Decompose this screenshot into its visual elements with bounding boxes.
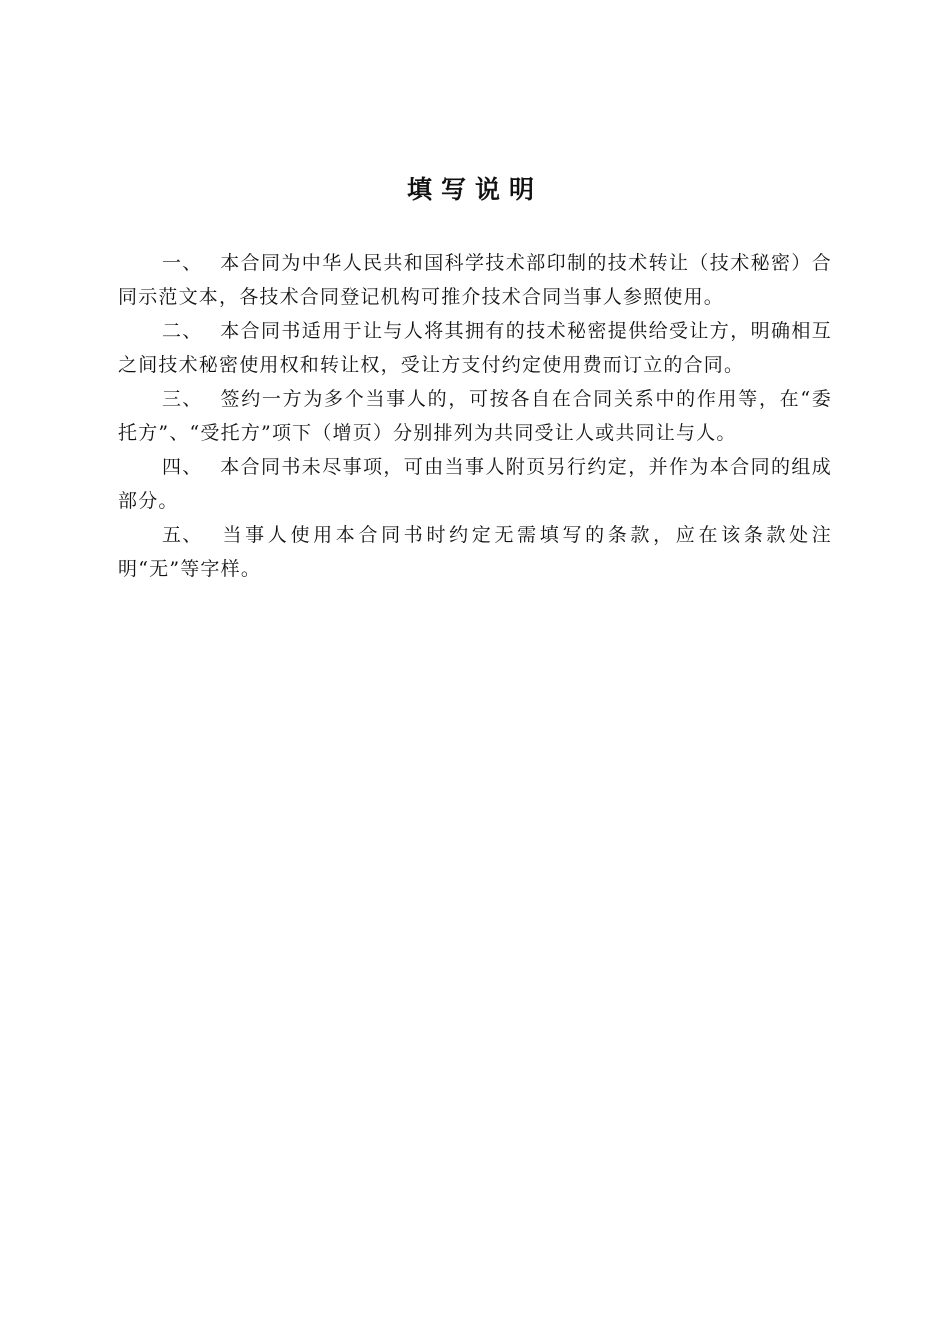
item-text: 本合同书未尽事项，可由当事人附页另行约定，并作为本合同的组成部分。 bbox=[118, 456, 832, 512]
item-number: 四、 bbox=[162, 456, 203, 478]
item-text: 签约一方为多个当事人的，可按各自在合同关系中的作用等，在“委托方”、“受托方”项下（增页）分别排列为共同受让人或共同让与人。 bbox=[118, 388, 832, 444]
instruction-item-5 bbox=[118, 518, 832, 586]
item-number: 一、 bbox=[162, 252, 203, 274]
instruction-item-1 bbox=[118, 246, 832, 314]
item-number: 三、 bbox=[162, 388, 203, 410]
instruction-item-2 bbox=[118, 314, 832, 382]
instructions-body bbox=[118, 246, 832, 586]
item-text: 本合同书适用于让与人将其拥有的技术秘密提供给受让方，明确相互之间技术秘密使用权和转让权，受让方支付约定使用费而订立的合同。 bbox=[118, 320, 832, 376]
item-text: 当事人使用本合同书时约定无需填写的条款，应在该条款处注明“无”等字样。 bbox=[118, 524, 832, 580]
item-text: 本合同为中华人民共和国科学技术部印制的技术转让（技术秘密）合同示范文本，各技术合同登记机构可推介技术合同当事人参照使用。 bbox=[118, 252, 832, 308]
instruction-item-4 bbox=[118, 450, 832, 518]
instruction-item-3 bbox=[118, 382, 832, 450]
item-number: 五、 bbox=[162, 524, 203, 546]
item-number: 二、 bbox=[162, 320, 203, 342]
document-title: 填写说明 bbox=[406, 175, 543, 204]
